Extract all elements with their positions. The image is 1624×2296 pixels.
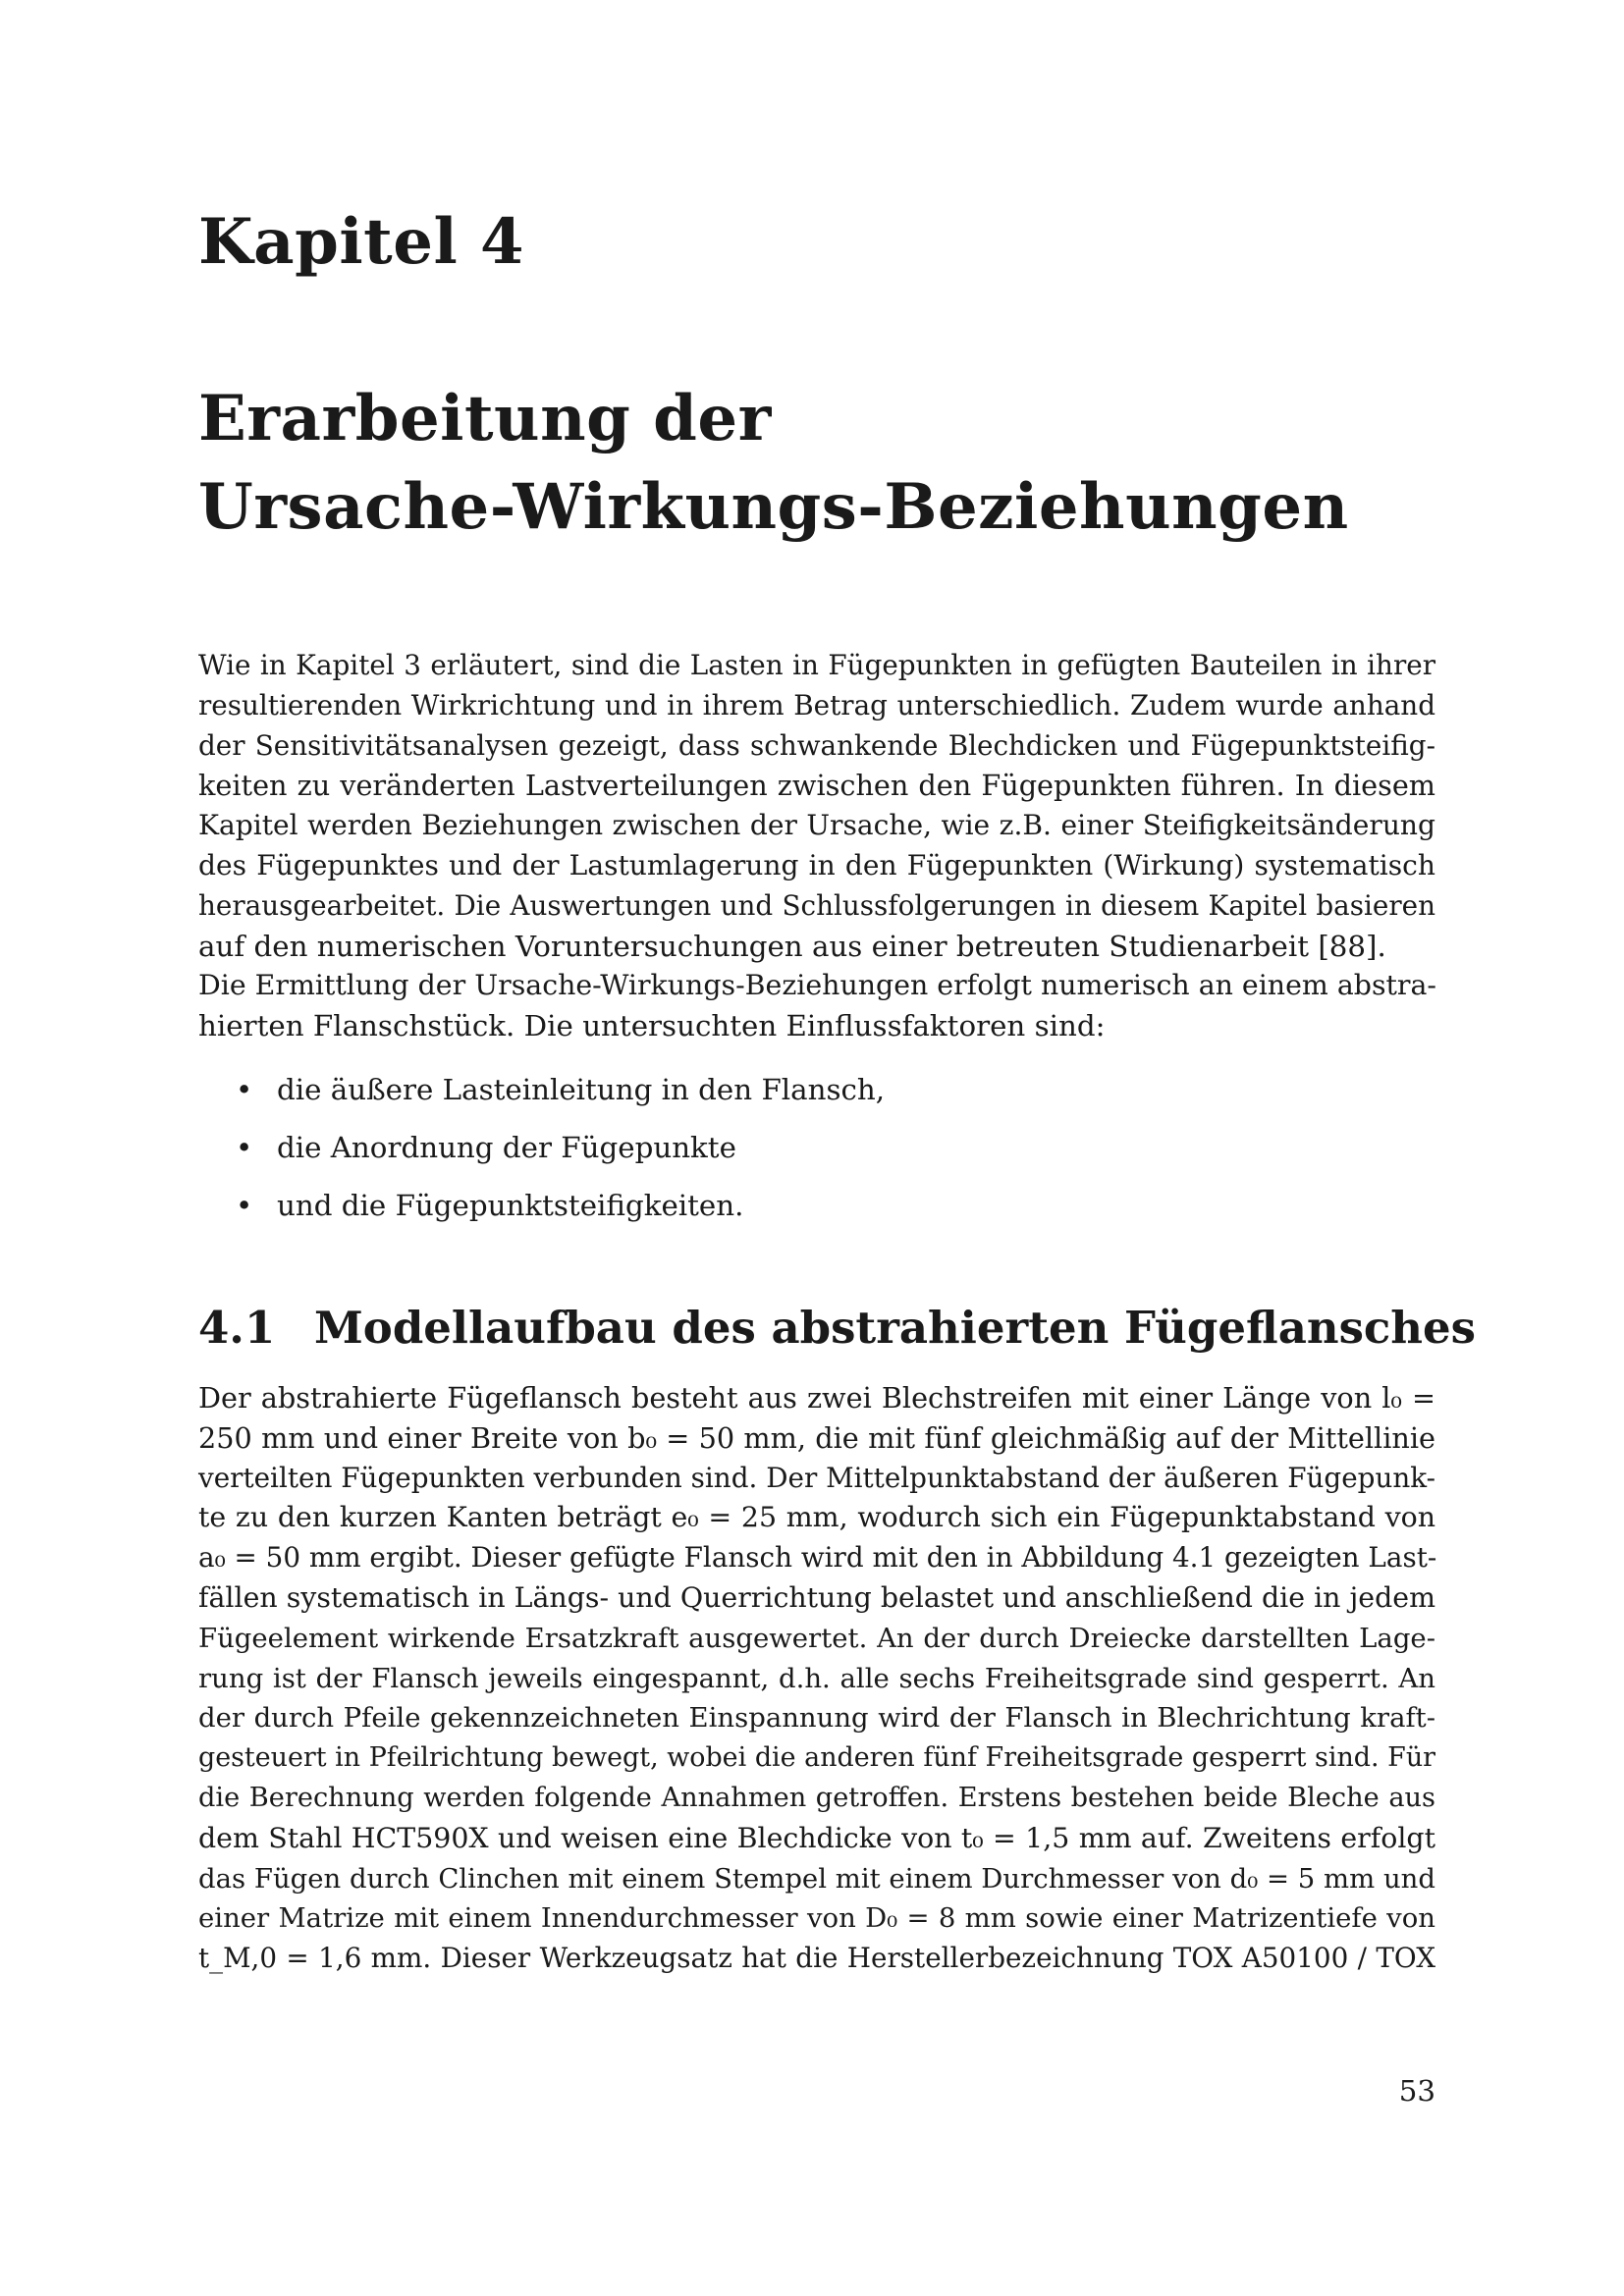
text-line: die Berechnung werden folgende Annahmen getroffen. Erstens bestehen beide Bleche aus [198, 1782, 1435, 1813]
chapter-title-line: Ursache-Wirkungs-Beziehungen [198, 470, 1349, 544]
text-line: verteilten Fügepunkten verbunden sind. Der Mittelpunktabstand der äußeren Fügepunk- [198, 1461, 1435, 1494]
text-line: a₀ = 50 mm ergibt. Dieser gefügte Flansch wird mit den in Abbildung 4.1 gezeigten Last- [198, 1541, 1437, 1575]
text-line: resultierenden Wirkrichtung und in ihrem Betrag unterschiedlich. Zudem wurde anhand [198, 688, 1435, 721]
text-line: gesteuert in Pfeilrichtung bewegt, wobei die anderen fünf Freiheitsgrade gesperrt sind. Für [198, 1742, 1435, 1774]
text-line: des Fügepunktes und der Lastumlagerung in den Fügepunkten (Wirkung) systematisch [198, 848, 1435, 881]
text-line: Kapitel werden Beziehungen zwischen der Ursache, wie z.B. einer Steifigkeitsänderung [198, 809, 1435, 842]
text-line: 250 mm und einer Breite von b₀ = 50 mm, die mit fünf gleichmäßig auf der Mittellinie [198, 1420, 1435, 1455]
text-line: Die Ermittlung der Ursache-Wirkungs-Beziehungen erfolgt numerisch an einem abstra- [198, 969, 1437, 1002]
text-line: te zu den kurzen Kanten beträgt e₀ = 25 mm, wodurch sich ein Fügepunktabstand von [198, 1501, 1435, 1534]
text-line: hierten Flanschstück. Die untersuchten Einflussfaktoren sind: [198, 1009, 1106, 1043]
section-number: 4.1 [198, 1302, 276, 1354]
page-number: 53 [1398, 2074, 1435, 2108]
text-line: rung ist der Flansch jeweils eingespannt, d.h. alle sechs Freiheitsgrade sind gesperrt. An [198, 1662, 1435, 1694]
intro-paragraph [198, 646, 1435, 1046]
text-line: auf den numerischen Voruntersuchungen aus einer betreuten Studienarbeit [88]. [198, 929, 1386, 963]
chapter-title-line: Erarbeitung der [198, 382, 772, 455]
text-line: der durch Pfeile gekennzeichneten Einspannung wird der Flansch in Blechrichtung kraft- [198, 1702, 1435, 1735]
chapter-label: Kapitel 4 [198, 205, 525, 279]
text-line: Wie in Kapitel 3 erläutert, sind die Lasten in Fügepunkten in gefügten Bauteilen in ihrer [198, 649, 1435, 681]
section-heading [198, 1302, 1476, 1355]
text-line: herausgearbeitet. Die Auswertungen und Schlussfolgerungen in diesem Kapitel basieren [198, 888, 1435, 922]
text-line: t_M,0 = 1,6 mm. Dieser Werkzeugsatz hat die Herstellerbezeichnung TOX A50100 / TOX [198, 1942, 1435, 1975]
list-item: • und die Fügepunktsteifigkeiten. [236, 1186, 885, 1226]
factor-list [236, 1070, 885, 1243]
list-item: • die Anordnung der Fügepunkte [236, 1128, 885, 1168]
list-item: • die äußere Lasteinleitung in den Flansch, [236, 1070, 885, 1110]
text-line: das Fügen durch Clinchen mit einem Stempel mit einem Durchmesser von d₀ = 5 mm und [198, 1862, 1435, 1895]
text-line: Der abstrahierte Fügeflansch besteht aus zwei Blechstreifen mit einer Länge von l₀ = [198, 1381, 1435, 1415]
section-paragraph [198, 1378, 1435, 1979]
chapter-title [198, 375, 1349, 552]
text-line: fällen systematisch in Längs- und Querrichtung belastet und anschließend die in jedem [198, 1580, 1435, 1614]
text-line: dem Stahl HCT590X und weisen eine Blechdicke von t₀ = 1,5 mm auf. Zweitens erfolgt [198, 1821, 1435, 1854]
text-line: keiten zu veränderten Lastverteilungen zwischen den Fügepunkten führen. In diesem [198, 769, 1435, 803]
text-line: Fügeelement wirkende Ersatzkraft ausgewertet. An der durch Dreiecke darstellten Lage- [198, 1622, 1435, 1654]
section-title: Modellaufbau des abstrahierten Fügeflansches [314, 1302, 1476, 1354]
text-line: einer Matrize mit einem Innendurchmesser von D₀ = 8 mm sowie einer Matrizentiefe von [198, 1902, 1435, 1935]
text-line: der Sensitivitätsanalysen gezeigt, dass schwankende Blechdicken und Fügepunktsteifig- [198, 728, 1435, 762]
